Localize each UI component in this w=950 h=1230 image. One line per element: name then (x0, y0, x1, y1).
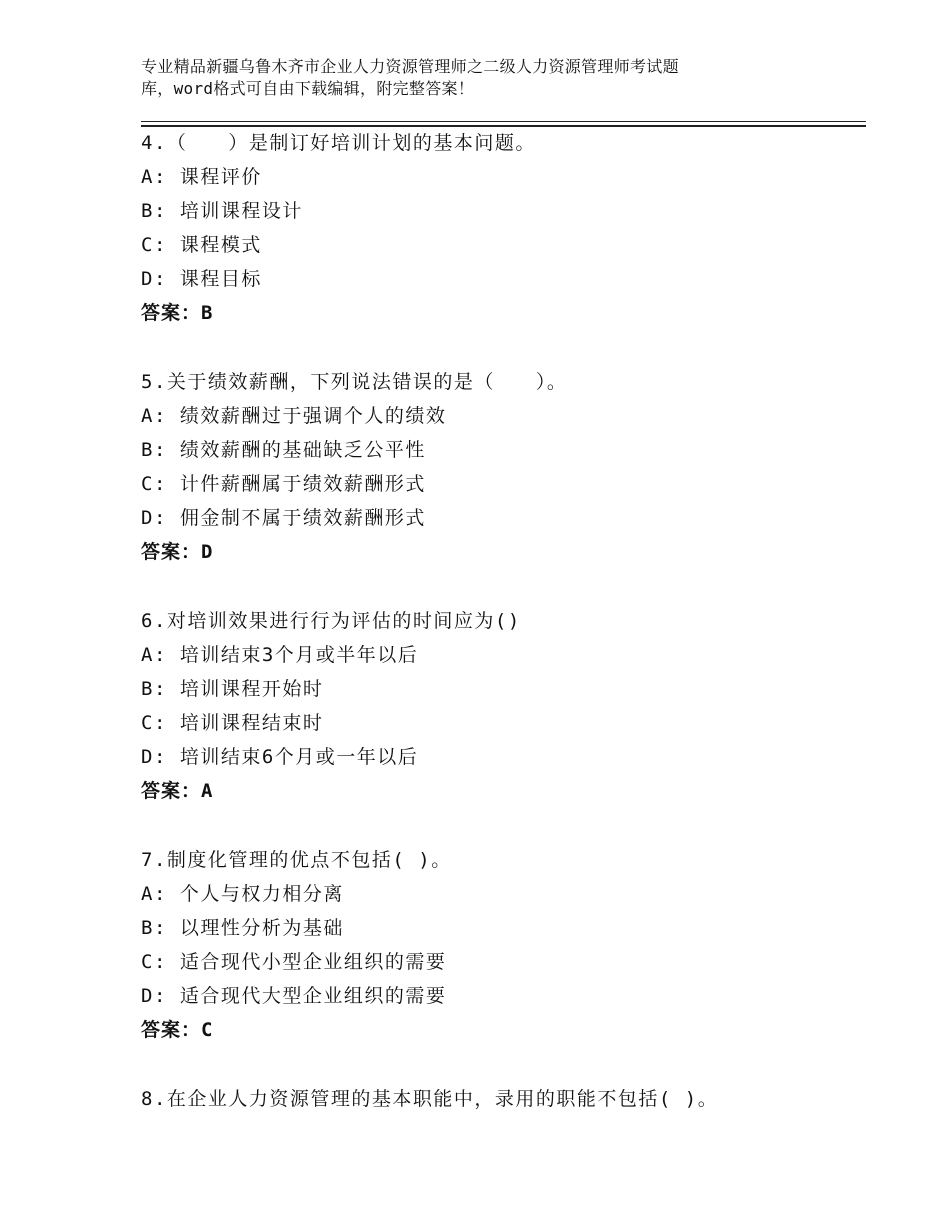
header-line-2: 库，word格式可自由下载编辑，附完整答案！ (141, 79, 475, 98)
question-stem: 4.（ ）是制订好培训计划的基本问题。 (141, 132, 536, 154)
document-header (141, 56, 781, 100)
header-rule-thin (141, 121, 866, 122)
option-d: D: 课程目标 (141, 268, 262, 290)
answer-label: 答案： (141, 302, 202, 324)
question-stem: 8.在企业人力资源管理的基本职能中，录用的职能不包括( )。 (141, 1088, 719, 1110)
answer-line (141, 535, 871, 569)
answer-value: A (201, 780, 214, 802)
question-8 (141, 1082, 871, 1116)
question-stem: 7.制度化管理的优点不包括( )。 (141, 849, 452, 871)
answer-line (141, 1013, 871, 1047)
option-a: A: 课程评价 (141, 166, 262, 188)
option-b: B: 绩效薪酬的基础缺乏公平性 (141, 439, 426, 461)
option-d: D: 适合现代大型企业组织的需要 (141, 985, 447, 1007)
option-d: D: 佣金制不属于绩效薪酬形式 (141, 507, 426, 529)
option-a: A: 个人与权力相分离 (141, 883, 344, 905)
answer-label: 答案： (141, 1019, 202, 1041)
answer-line (141, 296, 871, 330)
option-c: C: 培训课程结束时 (141, 712, 324, 734)
question-5 (141, 365, 871, 569)
answer-value: D (201, 541, 214, 563)
option-b: B: 以理性分析为基础 (141, 917, 344, 939)
option-c: C: 计件薪酬属于绩效薪酬形式 (141, 473, 426, 495)
answer-label: 答案： (141, 780, 202, 802)
answer-value: B (201, 302, 214, 324)
question-6 (141, 604, 871, 808)
header-line-1: 专业精品新疆乌鲁木齐市企业人力资源管理师之二级人力资源管理师考试题 (141, 57, 679, 76)
option-d: D: 培训结束6个月或一年以后 (141, 746, 419, 768)
option-b: B: 培训课程开始时 (141, 678, 324, 700)
question-stem: 6.对培训效果进行行为评估的时间应为() (141, 610, 521, 632)
answer-label: 答案： (141, 541, 202, 563)
answer-line (141, 774, 871, 808)
option-a: A: 绩效薪酬过于强调个人的绩效 (141, 405, 447, 427)
question-7 (141, 843, 871, 1047)
option-c: C: 适合现代小型企业组织的需要 (141, 951, 447, 973)
answer-value: C (201, 1019, 214, 1041)
question-stem: 5.关于绩效薪酬，下列说法错误的是（ ）。 (141, 371, 568, 393)
question-4 (141, 126, 871, 330)
option-b: B: 培训课程设计 (141, 200, 303, 222)
option-a: A: 培训结束3个月或半年以后 (141, 644, 419, 666)
option-c: C: 课程模式 (141, 234, 262, 256)
